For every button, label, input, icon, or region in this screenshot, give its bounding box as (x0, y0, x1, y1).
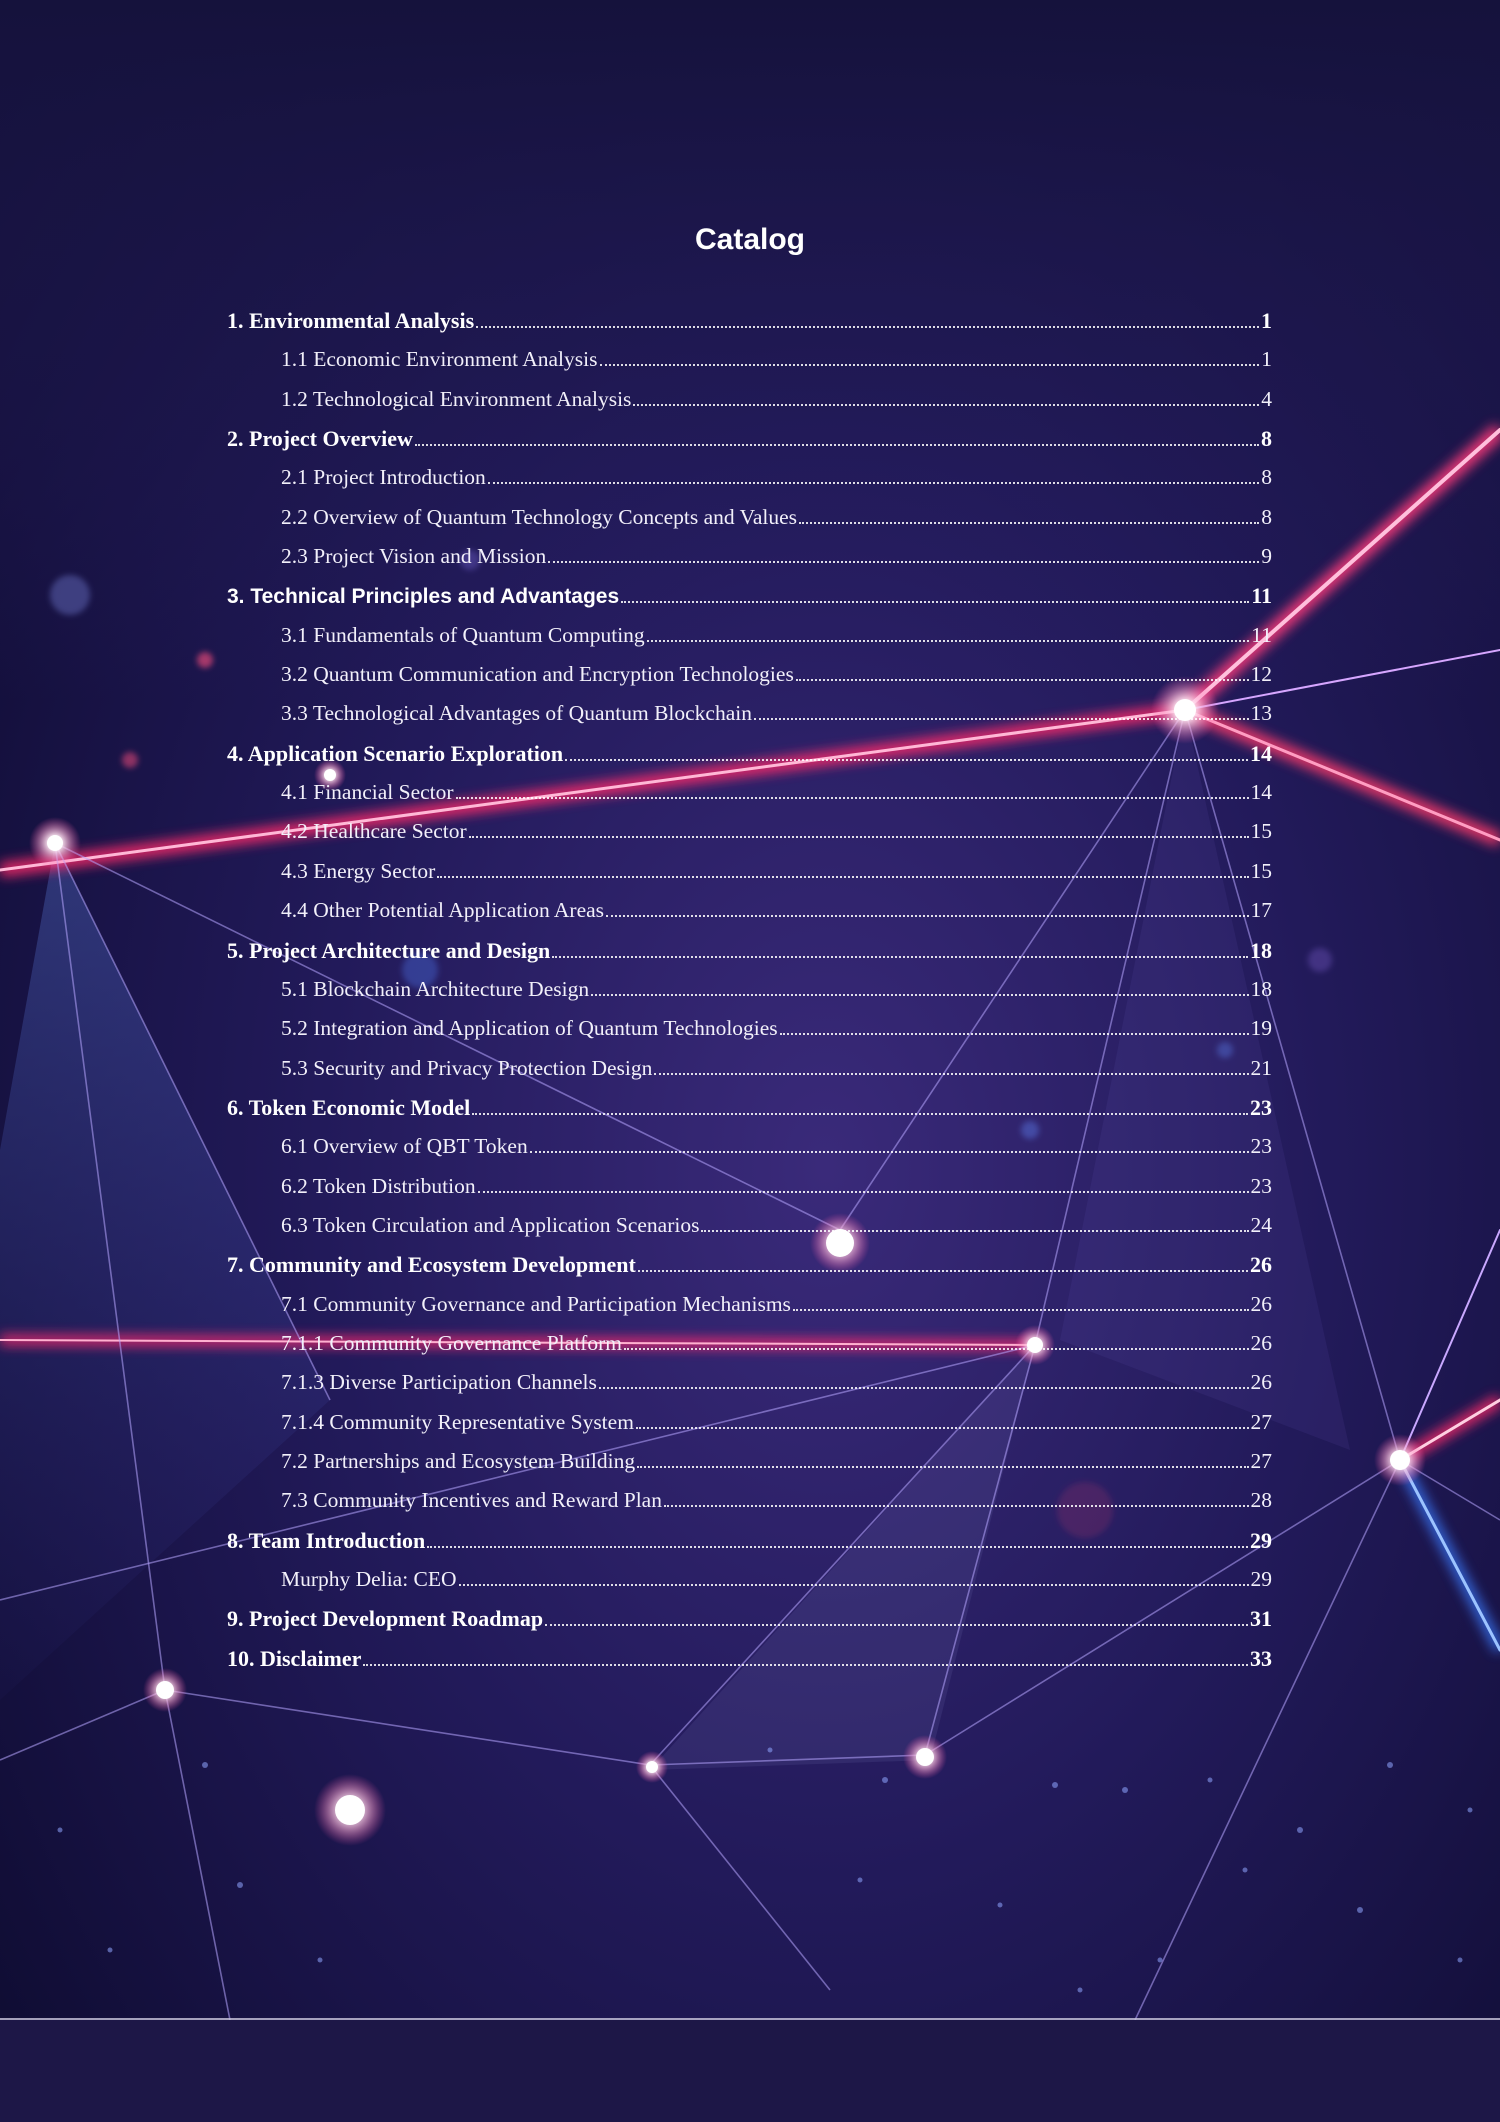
dot-leader (621, 601, 1249, 603)
table-of-contents (227, 308, 1272, 1685)
toc-entry-page-number: 4 (1261, 386, 1272, 411)
toc-entry-label: 6. Token Economic Model (227, 1094, 471, 1120)
toc-entry-label: 7.1.4 Community Representative System (281, 1409, 634, 1434)
dot-leader (638, 1270, 1248, 1272)
dot-leader (363, 1664, 1248, 1666)
dot-leader (799, 522, 1259, 524)
toc-entry-page-number: 29 (1250, 1567, 1272, 1591)
toc-entry-label: 6.1 Overview of QBT Token (281, 1134, 528, 1159)
toc-entry-label: 5.2 Integration and Application of Quantum Technologies (281, 1016, 778, 1041)
toc-entry[interactable] (227, 387, 1272, 426)
toc-entry-label: 4. Application Scenario Exploration (227, 740, 564, 766)
footer-band (0, 2020, 1500, 2122)
dot-leader (459, 1584, 1249, 1586)
toc-entry-page-number: 23 (1250, 1094, 1272, 1120)
toc-entry-page-number: 18 (1250, 976, 1272, 1001)
toc-entry[interactable] (227, 1410, 1272, 1449)
toc-entry-label: 2.1 Project Introduction (281, 465, 486, 490)
toc-entry[interactable] (227, 898, 1272, 937)
page-title: Catalog (694, 223, 805, 256)
toc-entry-label: 7. Community and Ecosystem Development (227, 1252, 636, 1278)
toc-entry[interactable] (227, 505, 1272, 544)
toc-entry[interactable] (227, 1252, 1272, 1291)
toc-entry-page-number: 24 (1250, 1212, 1272, 1237)
toc-entry[interactable] (227, 819, 1272, 858)
toc-entry-label: 8. Team Introduction (227, 1527, 426, 1553)
toc-entry-label: 6.2 Token Distribution (281, 1173, 476, 1198)
dot-leader (796, 679, 1249, 681)
toc-entry[interactable] (227, 1056, 1272, 1095)
toc-entry-label: 7.2 Partnerships and Ecosystem Building (281, 1448, 636, 1473)
dot-leader (488, 482, 1259, 484)
toc-entry[interactable] (227, 1016, 1272, 1055)
dot-leader (754, 718, 1249, 720)
toc-entry-label: 7.3 Community Incentives and Reward Plan (281, 1488, 662, 1513)
toc-entry-page-number: 26 (1250, 1330, 1272, 1355)
dot-leader (565, 759, 1248, 761)
toc-entry-page-number: 12 (1250, 662, 1272, 687)
toc-entry-page-number: 26 (1250, 1252, 1272, 1278)
toc-entry-label: 3.3 Technological Advantages of Quantum Blockchain (281, 701, 752, 726)
toc-entry-page-number: 13 (1250, 701, 1272, 726)
toc-entry-page-number: 8 (1261, 504, 1272, 529)
toc-entry[interactable] (227, 662, 1272, 701)
toc-entry-label: 2.3 Project Vision and Mission (281, 544, 547, 569)
dot-leader (548, 561, 1259, 563)
toc-entry-label: 7.1.1 Community Governance Platform (281, 1330, 622, 1355)
toc-entry-page-number: 8 (1261, 465, 1272, 490)
toc-entry-page-number: 18 (1250, 937, 1272, 963)
toc-entry-page-number: 27 (1250, 1448, 1272, 1473)
toc-entry[interactable] (227, 1646, 1272, 1685)
toc-entry[interactable] (227, 977, 1272, 1016)
dot-leader (647, 640, 1250, 642)
toc-entry[interactable] (227, 1095, 1272, 1134)
toc-entry-label: 4.4 Other Potential Application Areas (281, 898, 605, 923)
toc-entry[interactable] (227, 938, 1272, 977)
toc-entry-page-number: 29 (1250, 1527, 1272, 1553)
toc-entry-label: 5.3 Security and Privacy Protection Design (281, 1055, 653, 1080)
toc-entry-page-number: 1 (1261, 347, 1272, 372)
toc-entry-label: 6.3 Token Circulation and Application Scenarios (281, 1212, 700, 1237)
toc-entry-label: 7.1.3 Diverse Participation Channels (281, 1370, 597, 1395)
dot-leader (415, 444, 1259, 446)
toc-entry[interactable] (227, 780, 1272, 819)
toc-entry[interactable] (227, 1488, 1272, 1527)
dot-leader (606, 915, 1248, 917)
dot-leader (633, 404, 1259, 406)
toc-entry[interactable] (227, 426, 1272, 465)
dot-leader (637, 1466, 1248, 1468)
toc-entry[interactable] (227, 347, 1272, 386)
dot-leader (476, 326, 1259, 328)
toc-entry-label: 1.1 Economic Environment Analysis (281, 347, 598, 372)
toc-entry-label: 2. Project Overview (227, 426, 413, 452)
toc-entry[interactable] (227, 308, 1272, 347)
toc-entry-page-number: 15 (1250, 858, 1272, 883)
toc-entry[interactable] (227, 701, 1272, 740)
toc-entry[interactable] (227, 1134, 1272, 1173)
toc-entry-page-number: 14 (1250, 780, 1272, 805)
toc-entry[interactable] (227, 544, 1272, 583)
toc-entry-label: 1.2 Technological Environment Analysis (281, 386, 632, 411)
toc-entry-page-number: 9 (1261, 544, 1272, 569)
toc-entry[interactable] (227, 1331, 1272, 1370)
dot-leader (472, 1113, 1248, 1115)
dot-leader (654, 1073, 1248, 1075)
toc-entry[interactable] (227, 1292, 1272, 1331)
toc-entry-label: 9. Project Development Roadmap (227, 1606, 544, 1632)
dot-leader (456, 797, 1249, 799)
dot-leader (552, 956, 1248, 958)
toc-entry-label: 5.1 Blockchain Architecture Design (281, 976, 590, 1001)
toc-entry-page-number: 8 (1261, 426, 1272, 452)
toc-entry-page-number: 33 (1250, 1645, 1272, 1671)
toc-entry[interactable] (227, 1174, 1272, 1213)
toc-entry-page-number: 11 (1251, 622, 1272, 647)
toc-entry-page-number: 19 (1250, 1016, 1272, 1041)
toc-entry-page-number: 15 (1250, 819, 1272, 844)
toc-entry[interactable] (227, 623, 1272, 662)
toc-entry-label: 1. Environmental Analysis (227, 308, 475, 333)
toc-entry-label: 7.1 Community Governance and Participation Mechanisms (281, 1291, 791, 1316)
toc-entry-page-number: 26 (1250, 1370, 1272, 1395)
toc-entry-page-number: 27 (1250, 1409, 1272, 1434)
toc-entry[interactable] (227, 1213, 1272, 1252)
dot-leader (437, 876, 1248, 878)
toc-entry-page-number: 1 (1261, 308, 1272, 333)
toc-entry-label: Murphy Delia: CEO (281, 1567, 457, 1591)
toc-entry-page-number: 17 (1250, 898, 1272, 923)
toc-entry-page-number: 14 (1250, 740, 1272, 766)
dot-leader (664, 1505, 1249, 1507)
toc-entry[interactable] (227, 1606, 1272, 1645)
dot-leader (624, 1348, 1249, 1350)
toc-entry-page-number: 28 (1250, 1488, 1272, 1513)
toc-entry-page-number: 31 (1250, 1606, 1272, 1632)
dot-leader (793, 1309, 1249, 1311)
toc-entry-page-number: 23 (1250, 1173, 1272, 1198)
dot-leader (545, 1624, 1248, 1626)
toc-entry-label: 4.1 Financial Sector (281, 780, 454, 805)
toc-entry-page-number: 23 (1250, 1134, 1272, 1159)
dot-leader (469, 836, 1249, 838)
toc-entry[interactable] (227, 1567, 1272, 1606)
toc-entry[interactable] (227, 583, 1272, 622)
toc-entry-label: 4.3 Energy Sector (281, 858, 436, 883)
dot-leader (530, 1151, 1249, 1153)
toc-entry-label: 3.2 Quantum Communication and Encryption Technologies (281, 662, 794, 687)
dot-leader (636, 1427, 1249, 1429)
toc-entry-page-number: 21 (1250, 1055, 1272, 1080)
toc-entry[interactable] (227, 1449, 1272, 1488)
toc-entry[interactable] (227, 859, 1272, 898)
dot-leader (427, 1546, 1248, 1548)
dot-leader (780, 1033, 1249, 1035)
dot-leader (478, 1191, 1249, 1193)
toc-entry-page-number: 26 (1250, 1291, 1272, 1316)
toc-entry[interactable] (227, 465, 1272, 504)
toc-entry-label: 10. Disclaimer (227, 1645, 362, 1671)
dot-leader (591, 994, 1248, 996)
dot-leader (599, 1387, 1249, 1389)
toc-entry[interactable] (227, 741, 1272, 780)
toc-entry-label: 5. Project Architecture and Design (227, 937, 551, 963)
toc-entry[interactable] (227, 1370, 1272, 1409)
toc-entry-label: 3. Technical Principles and Advantages (227, 585, 620, 609)
toc-entry-label: 4.2 Healthcare Sector (281, 819, 467, 844)
toc-entry-page-number: 11 (1251, 583, 1272, 609)
toc-entry-label: 2.2 Overview of Quantum Technology Concepts and Values (281, 504, 797, 529)
toc-entry-label: 3.1 Fundamentals of Quantum Computing (281, 622, 645, 647)
dot-leader (600, 364, 1260, 366)
dot-leader (701, 1230, 1248, 1232)
toc-entry[interactable] (227, 1528, 1272, 1567)
